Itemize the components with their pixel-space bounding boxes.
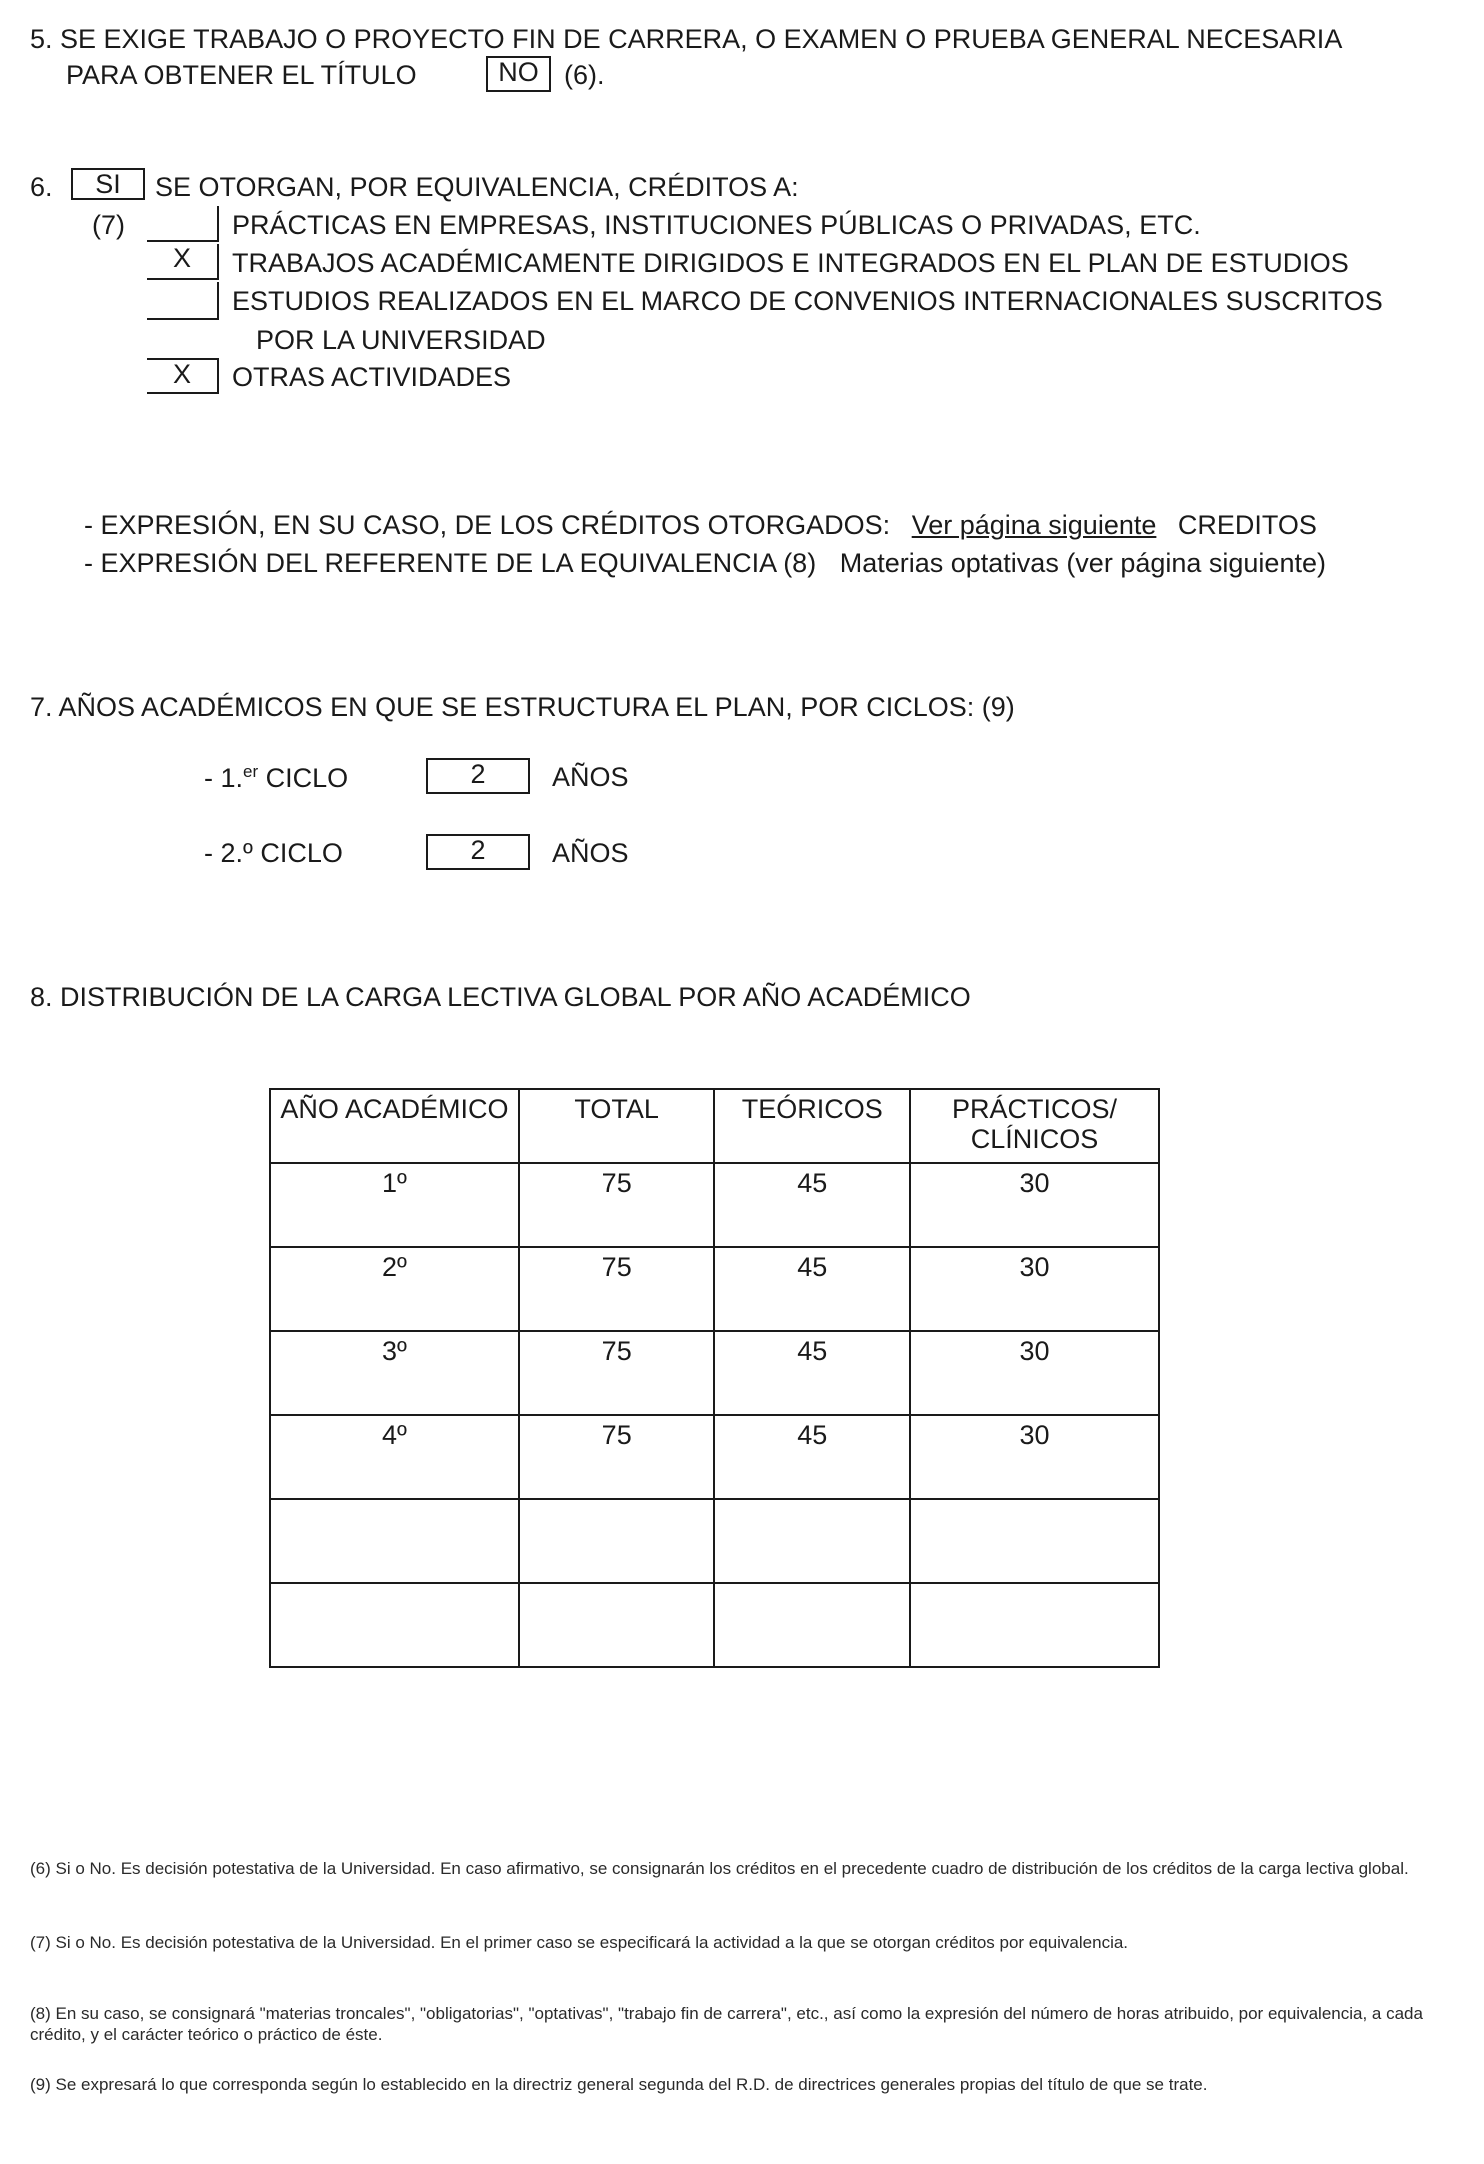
footnote-9: (9) Se expresará lo que corresponda según lo establecido en la directriz general segunda del R.D. de directrices generales propias del título de que se trate. <box>30 2075 1208 2094</box>
expresion-referente-value: Materias optativas (ver página siguiente) <box>839 548 1326 578</box>
expresion-creditos-label: - EXPRESIÓN, EN SU CASO, DE LOS CRÉDITOS OTORGADOS: <box>84 510 891 540</box>
checkbox-practicas <box>147 206 219 242</box>
cell-teoricos <box>714 1499 910 1583</box>
section6-number: 6. <box>30 172 53 202</box>
cell-total <box>519 1583 715 1667</box>
ciclo1-value-box: 2 <box>426 758 530 794</box>
expresion-referente <box>84 548 1326 579</box>
cell-ano <box>270 1499 519 1583</box>
expresion-referente-label: - EXPRESIÓN DEL REFERENTE DE LA EQUIVALENCIA (8) <box>84 548 817 578</box>
footnote-6: (6) Si o No. Es decisión potestativa de la Universidad. En caso afirmativo, se consignarán los créditos en el precedente cuadro de distribución de los créditos de la carga lectiva global. <box>30 1859 1409 1878</box>
cell-total: 75 <box>519 1331 715 1415</box>
ciclo1-sup: er <box>243 762 259 781</box>
section6-title: SE OTORGAN, POR EQUIVALENCIA, CRÉDITOS A: <box>155 172 799 202</box>
ciclo2-label <box>204 838 343 869</box>
carga-lectiva-table <box>269 1088 1160 1668</box>
item-otras-label: OTRAS ACTIVIDADES <box>232 362 512 392</box>
cell-ano: 4º <box>270 1415 519 1499</box>
cell-ano: 3º <box>270 1331 519 1415</box>
ciclo1-label <box>204 762 348 794</box>
cell-ano <box>270 1583 519 1667</box>
cell-total <box>519 1499 715 1583</box>
cell-ano: 2º <box>270 1247 519 1331</box>
item-practicas-label: PRÁCTICAS EN EMPRESAS, INSTITUCIONES PÚBLICAS O PRIVADAS, ETC. <box>232 210 1201 240</box>
expresion-creditos-unit: CREDITOS <box>1177 510 1317 540</box>
cell-practicos <box>910 1499 1159 1583</box>
section5-answer-box: NO <box>486 56 551 92</box>
ciclo1-word: CICLO <box>265 763 349 793</box>
checkbox-estudios-convenios <box>147 282 219 320</box>
section5-note: (6). <box>564 60 605 90</box>
table-row <box>270 1415 1159 1499</box>
cell-total: 75 <box>519 1415 715 1499</box>
cell-practicos <box>910 1583 1159 1667</box>
header-teoricos: TEÓRICOS <box>714 1089 910 1163</box>
ciclo1-unit: AÑOS <box>552 762 629 792</box>
table-row <box>270 1583 1159 1667</box>
footnote-7: (7) Si o No. Es decisión potestativa de la Universidad. En el primer caso se especificará la actividad a la que se otorgan créditos por equivalencia. <box>30 1933 1129 1952</box>
ciclo2-word: CICLO <box>260 838 343 868</box>
table-row <box>270 1247 1159 1331</box>
footnote-8: (8) En su caso, se consignará "materias troncales", "obligatorias", "optativas", "trabajo fin de carrera", etc., así como la expresión del número de horas atribuido, por equivalencia, a cada crédito, y el carácter teórico o práctico de éste. <box>30 2004 1423 2044</box>
item-estudios-label-cont: POR LA UNIVERSIDAD <box>256 325 546 355</box>
section5-line2: PARA OBTENER EL TÍTULO <box>66 60 417 90</box>
checkbox-otras-actividades: X <box>147 358 219 394</box>
cell-teoricos <box>714 1583 910 1667</box>
cell-total: 75 <box>519 1163 715 1247</box>
checkbox-trabajos-academicos: X <box>147 244 219 280</box>
header-ano-academico: AÑO ACADÉMICO <box>270 1089 519 1163</box>
ciclo1-prefix: - 1. <box>204 763 244 793</box>
ciclo2-prefix: - 2.º <box>204 838 253 868</box>
section7-title: 7. AÑOS ACADÉMICOS EN QUE SE ESTRUCTURA EL PLAN, POR CICLOS: (9) <box>30 692 1015 722</box>
item-trabajos-label: TRABAJOS ACADÉMICAMENTE DIRIGIDOS E INTEGRADOS EN EL PLAN DE ESTUDIOS <box>232 248 1349 278</box>
item-estudios-label: ESTUDIOS REALIZADOS EN EL MARCO DE CONVENIOS INTERNACIONALES SUSCRITOS <box>232 286 1383 316</box>
cell-total: 75 <box>519 1247 715 1331</box>
table-header-row <box>270 1089 1159 1163</box>
section8-title: 8. DISTRIBUCIÓN DE LA CARGA LECTIVA GLOBAL POR AÑO ACADÉMICO <box>30 982 971 1012</box>
cell-teoricos: 45 <box>714 1331 910 1415</box>
cell-teoricos: 45 <box>714 1415 910 1499</box>
cell-practicos: 30 <box>910 1247 1159 1331</box>
cell-practicos: 30 <box>910 1415 1159 1499</box>
ciclo2-value-box: 2 <box>426 834 530 870</box>
cell-teoricos: 45 <box>714 1247 910 1331</box>
ciclo2-unit: AÑOS <box>552 838 629 868</box>
cell-practicos: 30 <box>910 1331 1159 1415</box>
expresion-creditos-value: Ver página siguiente <box>911 510 1157 540</box>
expresion-creditos <box>84 510 1317 541</box>
cell-ano: 1º <box>270 1163 519 1247</box>
cell-practicos: 30 <box>910 1163 1159 1247</box>
table-row <box>270 1499 1159 1583</box>
section6-note: (7) <box>92 210 125 240</box>
header-total: TOTAL <box>519 1089 715 1163</box>
cell-teoricos: 45 <box>714 1163 910 1247</box>
section5-line1: 5. SE EXIGE TRABAJO O PROYECTO FIN DE CARRERA, O EXAMEN O PRUEBA GENERAL NECESARIA <box>30 24 1343 54</box>
header-practicos-clinicos: PRÁCTICOS/ CLÍNICOS <box>910 1089 1159 1163</box>
table-row <box>270 1331 1159 1415</box>
section6-answer-box: SI <box>71 168 145 200</box>
table-row <box>270 1163 1159 1247</box>
